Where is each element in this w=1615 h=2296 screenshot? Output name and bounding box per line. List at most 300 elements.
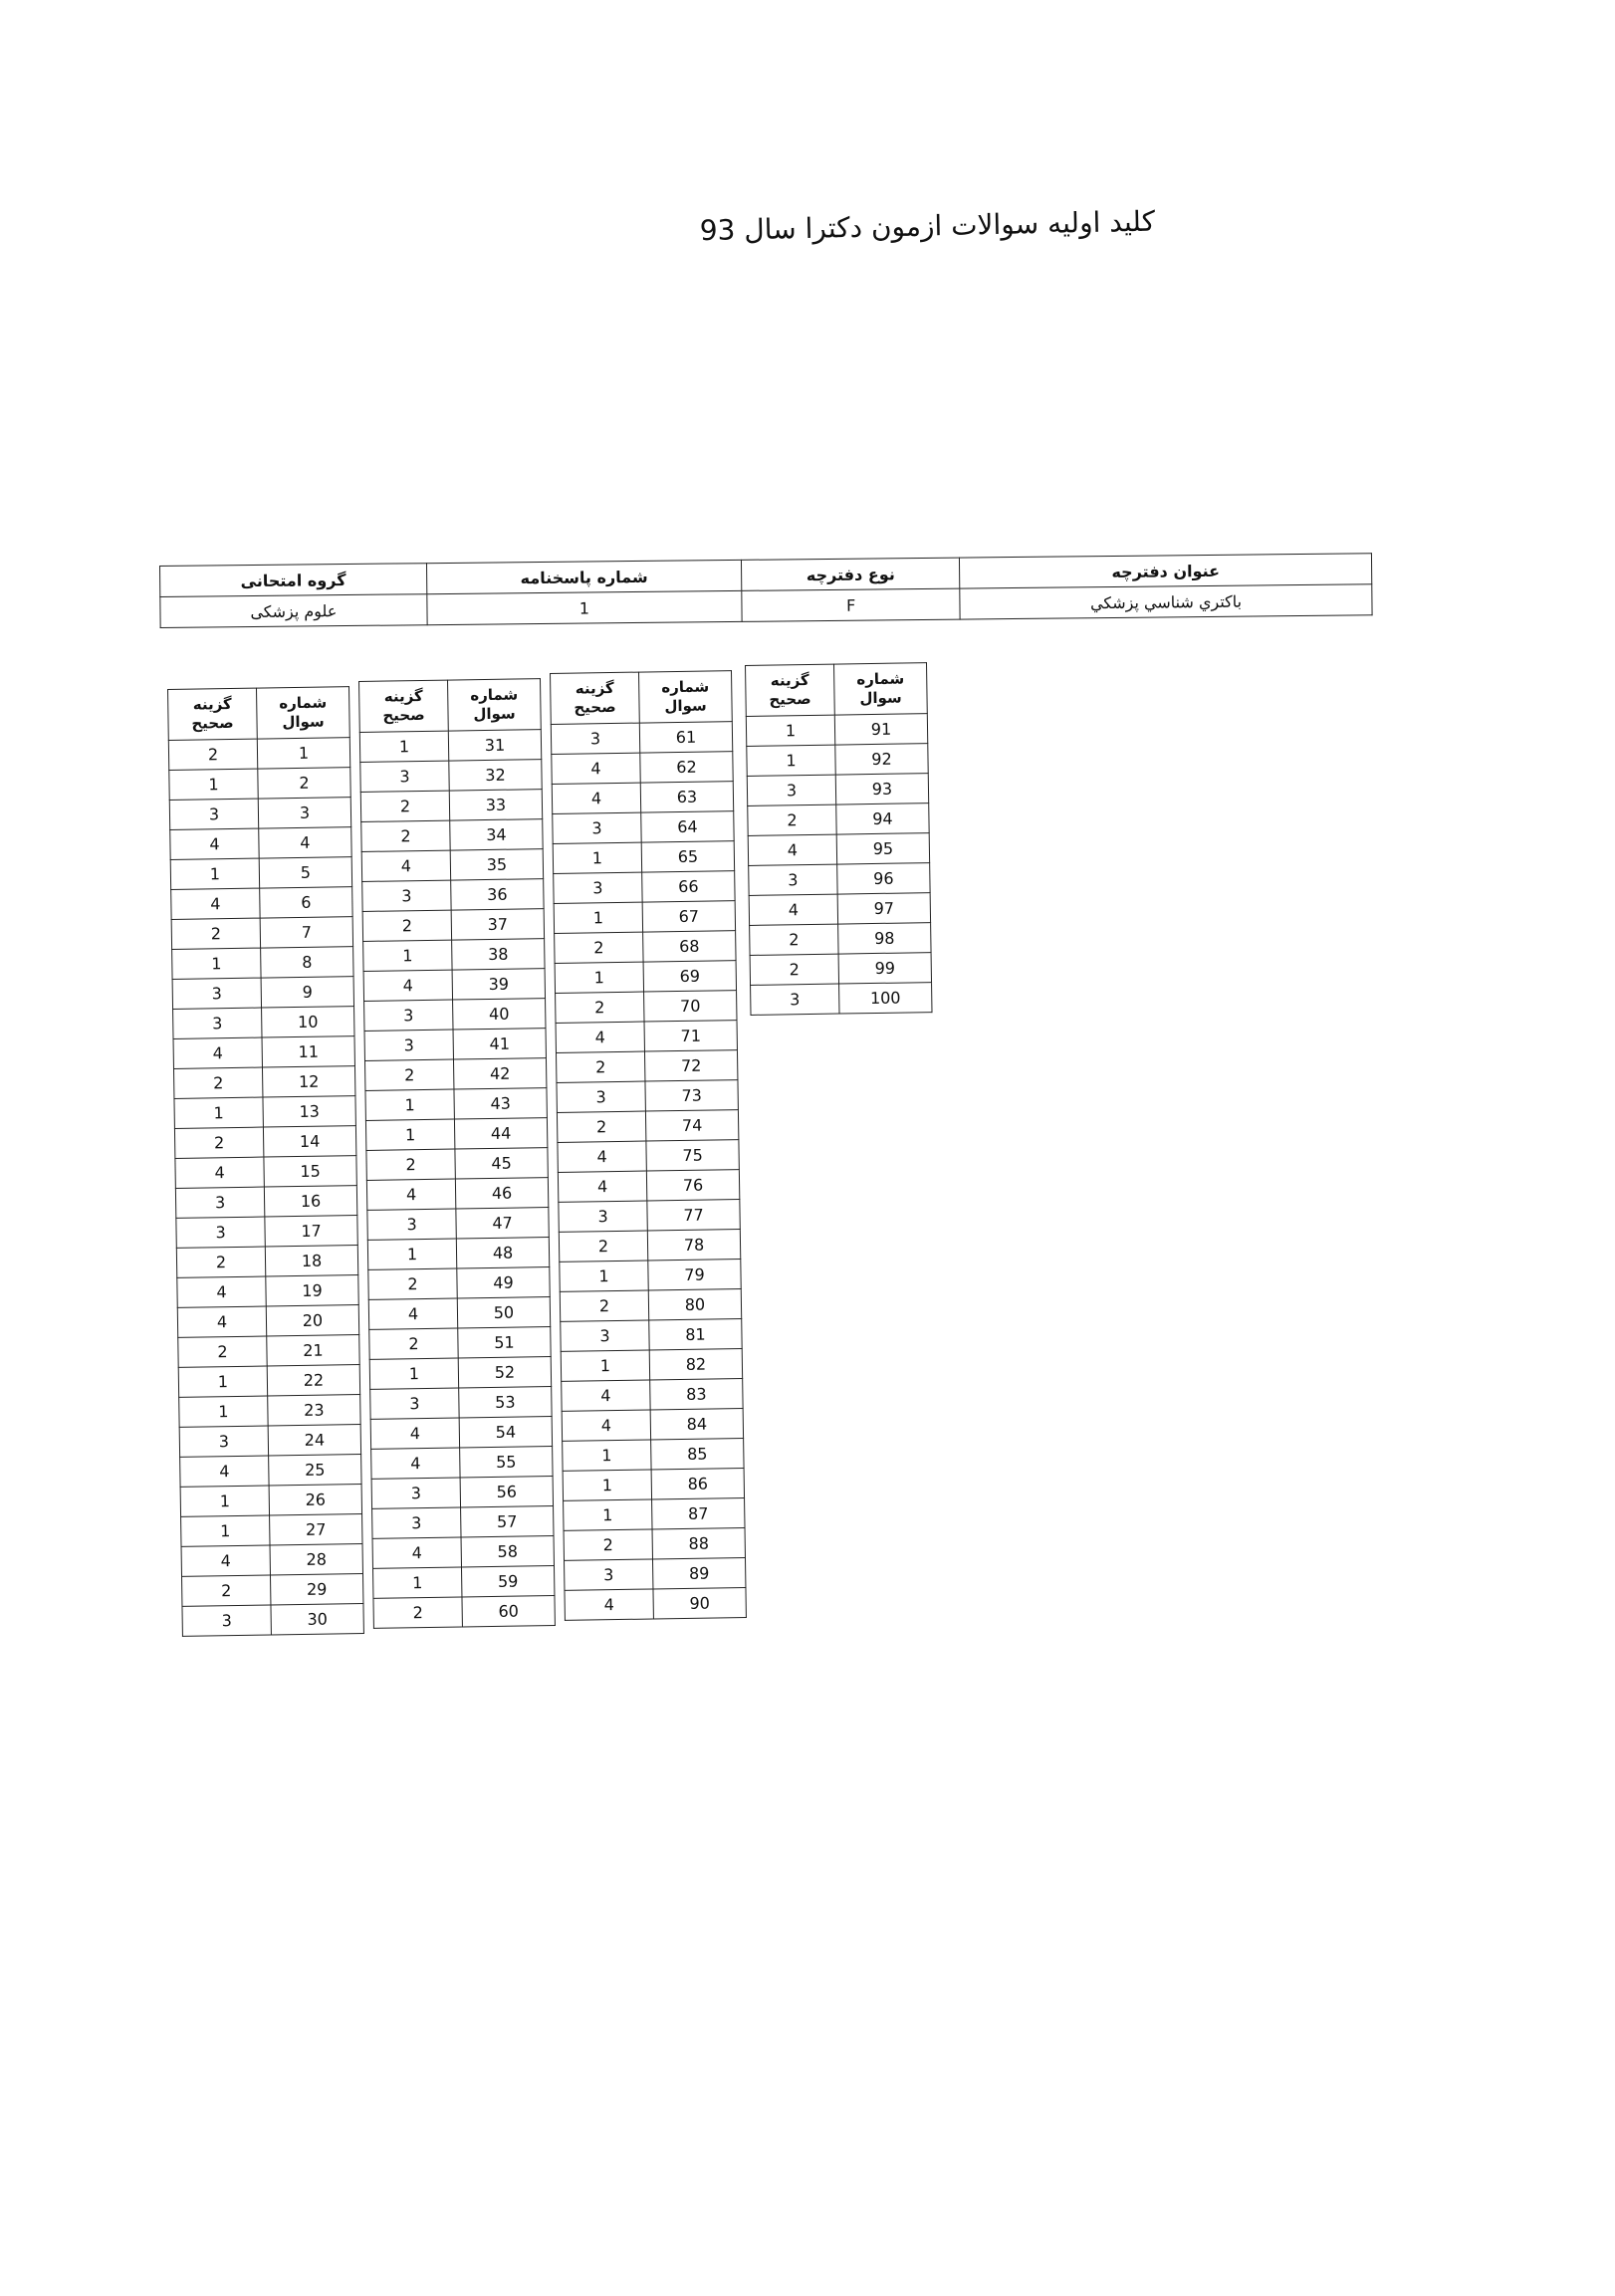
question-number-cell: 86	[651, 1469, 744, 1499]
table-row	[174, 1126, 355, 1159]
question-number-cell: 75	[646, 1140, 739, 1171]
question-number-cell: 78	[647, 1230, 740, 1261]
question-number-header-line-2: سوال	[859, 688, 902, 708]
correct-answer-cell: 2	[369, 1328, 458, 1359]
question-number-cell: 4	[259, 827, 351, 858]
question-number-cell: 34	[450, 819, 543, 850]
question-number-cell: 61	[639, 722, 732, 753]
question-number-cell: 73	[645, 1080, 738, 1111]
table-row	[365, 1088, 547, 1121]
table-row	[746, 714, 927, 747]
answer-table-header-row	[551, 671, 733, 725]
question-number-cell: 54	[459, 1417, 552, 1448]
correct-answer-cell: 3	[173, 1008, 262, 1038]
correct-answer-cell: 4	[749, 894, 837, 925]
correct-answer-cell: 3	[370, 1388, 459, 1419]
question-number-cell: 33	[449, 790, 542, 820]
table-row	[178, 1335, 359, 1368]
correct-answer-cell: 3	[751, 984, 839, 1015]
answer-table-1	[167, 686, 364, 1637]
table-row	[182, 1604, 363, 1637]
correct-answer-cell: 2	[174, 1127, 263, 1158]
table-row	[748, 833, 929, 866]
question-number-cell: 87	[652, 1498, 745, 1529]
question-number-cell: 21	[267, 1335, 359, 1366]
correct-answer-cell: 3	[371, 1478, 460, 1508]
table-row	[361, 849, 543, 882]
correct-answer-header-line-1: گزينه	[770, 670, 809, 690]
table-row	[170, 857, 351, 890]
correct-answer-cell: 4	[562, 1410, 650, 1441]
correct-answer-cell: 2	[176, 1247, 265, 1277]
correct-answer-cell: 1	[170, 858, 259, 889]
correct-answer-cell: 3	[372, 1507, 461, 1538]
correct-answer-cell: 3	[747, 775, 835, 805]
question-number-cell: 47	[456, 1208, 549, 1239]
table-row	[368, 1267, 550, 1300]
question-number-cell: 77	[647, 1200, 740, 1231]
answer-table-header-row	[746, 663, 928, 717]
correct-answer-cell: 4	[562, 1380, 650, 1411]
correct-answer-cell: 1	[169, 769, 258, 800]
table-row	[557, 1110, 738, 1143]
question-number-cell: 68	[643, 931, 736, 962]
correct-answer-header-line-1: گزينه	[192, 694, 232, 714]
correct-answer-cell: 2	[168, 739, 257, 770]
question-number-cell: 74	[645, 1110, 738, 1141]
question-number-cell: 37	[451, 909, 544, 940]
table-row	[557, 1080, 738, 1113]
question-number-cell: 45	[455, 1148, 548, 1179]
table-row	[176, 1216, 357, 1249]
question-number-cell: 57	[461, 1506, 554, 1537]
correct-answer-cell: 3	[565, 1559, 653, 1590]
correct-answer-header-line-2: صحيح	[769, 689, 811, 709]
question-number-cell: 40	[453, 999, 546, 1030]
correct-answer-cell: 1	[172, 948, 261, 979]
table-row	[360, 790, 542, 822]
table-row	[168, 738, 349, 771]
table-row	[558, 1140, 739, 1173]
correct-answer-cell: 2	[362, 910, 451, 941]
table-row	[175, 1186, 356, 1219]
table-row	[558, 1170, 739, 1203]
question-number-cell: 42	[453, 1058, 546, 1089]
table-row	[556, 1050, 737, 1083]
correct-answer-cell: 1	[365, 1089, 454, 1120]
question-number-header-line-2: سوال	[664, 696, 707, 716]
table-row	[750, 923, 931, 956]
question-number-cell: 3	[258, 798, 350, 828]
answer-sheet-number-header: شماره پاسخنامه	[426, 560, 742, 593]
table-row	[553, 841, 734, 874]
correct-answer-cell: 3	[179, 1426, 268, 1457]
question-number-cell: 32	[449, 760, 542, 791]
correct-answer-cell: 3	[553, 812, 641, 843]
correct-answer-cell: 3	[561, 1320, 649, 1351]
question-number-cell: 98	[838, 923, 931, 954]
table-row	[173, 1007, 354, 1039]
question-number-header-line-2: سوال	[282, 712, 325, 732]
table-row	[175, 1156, 356, 1189]
question-number-cell: 52	[458, 1357, 551, 1388]
question-number-cell: 28	[270, 1544, 362, 1575]
correct-answer-cell: 2	[182, 1575, 271, 1606]
correct-answer-cell: 4	[181, 1545, 270, 1576]
booklet-type-header: نوع دفترچه	[742, 558, 960, 590]
exam-group-header: گروه امتحانی	[160, 564, 427, 597]
table-row	[359, 730, 541, 763]
question-number-cell: 1	[257, 738, 349, 769]
question-number-cell: 49	[457, 1267, 550, 1298]
question-number-cell: 39	[452, 969, 545, 1000]
correct-answer-cell: 2	[555, 932, 643, 963]
table-row	[364, 1029, 546, 1061]
table-row	[372, 1506, 554, 1539]
booklet-type-value: F	[742, 588, 960, 621]
correct-answer-cell: 2	[373, 1597, 462, 1628]
correct-answer-cell: 1	[369, 1358, 458, 1389]
question-number-cell: 19	[266, 1275, 358, 1306]
correct-answer-cell: 3	[175, 1187, 264, 1218]
correct-answer-cell: 2	[364, 1059, 453, 1090]
correct-answer-header-line-2: صحيح	[574, 697, 616, 717]
table-row	[360, 760, 542, 793]
table-row	[171, 917, 352, 950]
correct-answer-cell: 1	[179, 1396, 268, 1427]
table-row	[178, 1365, 359, 1398]
table-row	[555, 931, 736, 964]
table-row	[180, 1455, 361, 1488]
correct-answer-cell: 4	[363, 970, 452, 1001]
question-number-cell: 22	[267, 1365, 359, 1396]
table-row	[565, 1588, 746, 1621]
question-number-header	[638, 671, 732, 723]
table-row	[556, 991, 737, 1024]
correct-answer-cell: 2	[559, 1231, 647, 1262]
table-row	[562, 1379, 743, 1412]
table-row	[169, 798, 350, 830]
question-number-cell: 91	[834, 714, 927, 745]
table-row	[750, 953, 931, 986]
question-number-cell: 27	[270, 1514, 362, 1545]
correct-answer-cell: 3	[172, 978, 261, 1009]
question-number-cell: 41	[453, 1029, 546, 1059]
correct-answer-cell: 3	[367, 1209, 456, 1240]
table-row	[173, 1036, 354, 1069]
correct-answer-cell: 1	[555, 962, 643, 993]
question-number-cell: 56	[460, 1477, 553, 1507]
table-row	[363, 969, 545, 1002]
table-row	[551, 722, 732, 755]
table-row	[373, 1596, 555, 1629]
question-number-cell: 15	[264, 1156, 356, 1187]
table-row	[361, 819, 543, 852]
table-row	[564, 1528, 745, 1561]
table-row	[749, 863, 930, 896]
table-row	[563, 1469, 744, 1501]
correct-answer-cell: 4	[370, 1418, 459, 1449]
correct-answer-cell: 2	[556, 1051, 644, 1082]
booklet-title-value: باكتري شناسي پزشكي	[960, 584, 1372, 619]
correct-answer-cell: 2	[750, 954, 838, 985]
correct-answer-cell: 4	[180, 1456, 269, 1487]
correct-answer-header-line-2: صحيح	[191, 713, 234, 733]
table-row	[172, 947, 353, 980]
question-number-cell: 94	[836, 804, 929, 834]
question-number-header-line-1: شماره	[661, 677, 710, 697]
table-row	[552, 782, 733, 814]
question-number-cell: 20	[266, 1305, 358, 1336]
question-number-cell: 7	[260, 917, 352, 948]
table-row	[176, 1246, 357, 1278]
table-row	[559, 1200, 740, 1233]
correct-answer-header	[359, 680, 449, 732]
question-number-cell: 13	[263, 1096, 355, 1127]
correct-answer-cell: 1	[367, 1239, 456, 1269]
question-number-cell: 6	[260, 887, 352, 918]
correct-answer-cell: 4	[177, 1276, 266, 1307]
correct-answer-header-line-1: گزينه	[575, 678, 614, 698]
table-row	[560, 1260, 741, 1292]
question-number-header-line-1: شماره	[856, 669, 905, 689]
correct-answer-cell: 1	[365, 1119, 454, 1150]
question-number-cell: 92	[835, 744, 928, 775]
question-number-cell: 36	[451, 879, 544, 910]
correct-answer-cell: 3	[554, 872, 642, 903]
table-row	[370, 1417, 552, 1450]
table-row	[370, 1387, 552, 1420]
question-number-cell: 24	[268, 1425, 360, 1456]
question-number-cell: 10	[262, 1007, 354, 1037]
correct-answer-cell: 2	[368, 1268, 457, 1299]
correct-answer-cell: 3	[360, 761, 449, 792]
table-row	[179, 1425, 360, 1458]
answer-table-3	[550, 670, 747, 1621]
table-row	[368, 1297, 550, 1330]
question-number-cell: 100	[839, 983, 932, 1014]
question-number-header	[256, 687, 349, 739]
table-row	[369, 1357, 551, 1390]
correct-answer-header-line-2: صحيح	[382, 705, 425, 725]
correct-answer-cell: 1	[180, 1486, 269, 1516]
question-number-cell: 72	[644, 1050, 737, 1081]
correct-answer-cell: 4	[565, 1589, 653, 1620]
question-number-cell: 66	[642, 871, 735, 902]
table-row	[174, 1096, 355, 1129]
question-number-cell: 5	[259, 857, 351, 888]
table-row	[369, 1327, 551, 1360]
correct-answer-cell: 1	[746, 715, 834, 746]
question-number-cell: 26	[269, 1485, 361, 1515]
question-number-cell: 18	[265, 1246, 357, 1276]
question-number-cell: 76	[646, 1170, 739, 1201]
correct-answer-cell: 1	[178, 1366, 267, 1397]
exam-group-value: علوم پزشکی	[160, 594, 427, 628]
question-number-cell: 23	[268, 1395, 360, 1426]
answer-table-2	[358, 678, 556, 1629]
correct-answer-cell: 4	[371, 1448, 460, 1479]
answer-sheet-number-value: 1	[427, 590, 743, 624]
correct-answer-header-line-1: گزينه	[383, 686, 423, 706]
table-row	[554, 871, 735, 904]
question-number-cell: 97	[837, 893, 930, 924]
question-number-cell: 31	[448, 730, 541, 761]
correct-answer-cell: 2	[360, 791, 449, 821]
correct-answer-cell: 4	[552, 753, 640, 784]
table-row	[173, 1066, 354, 1099]
correct-answer-cell: 2	[361, 820, 450, 851]
correct-answer-cell: 4	[556, 1022, 644, 1052]
table-row	[179, 1395, 360, 1428]
table-row	[172, 977, 353, 1010]
question-number-cell: 62	[640, 752, 733, 783]
correct-answer-header	[168, 688, 258, 740]
table-row	[171, 887, 352, 920]
table-row	[367, 1238, 549, 1270]
table-row	[559, 1230, 740, 1263]
question-number-header-line-2: سوال	[473, 704, 516, 724]
correct-answer-header	[746, 664, 835, 716]
question-number-cell: 9	[261, 977, 353, 1008]
table-row	[177, 1305, 358, 1338]
table-row	[561, 1349, 742, 1382]
question-number-cell: 25	[269, 1455, 361, 1486]
correct-answer-cell: 1	[359, 731, 448, 762]
answer-table-4	[745, 662, 933, 1016]
question-number-cell: 51	[458, 1327, 551, 1358]
correct-answer-cell: 2	[750, 924, 838, 955]
table-row	[362, 909, 544, 942]
table-row	[180, 1485, 361, 1517]
table-row	[748, 804, 929, 836]
correct-answer-cell: 4	[368, 1298, 457, 1329]
question-number-cell: 89	[652, 1558, 745, 1589]
correct-answer-cell: 2	[748, 804, 836, 835]
answer-table-header-row	[359, 679, 542, 733]
question-number-header-line-1: شماره	[279, 693, 328, 713]
table-row	[181, 1514, 362, 1547]
question-number-cell: 14	[263, 1126, 355, 1157]
table-row	[367, 1208, 549, 1241]
table-row	[562, 1409, 743, 1442]
question-number-cell: 55	[460, 1447, 553, 1478]
question-number-cell: 12	[262, 1066, 354, 1097]
question-number-cell: 69	[643, 961, 736, 992]
question-number-cell: 88	[652, 1528, 745, 1559]
question-number-cell: 44	[454, 1118, 547, 1149]
question-number-cell: 90	[653, 1588, 746, 1619]
correct-answer-cell: 4	[552, 783, 640, 813]
table-row	[181, 1544, 362, 1577]
question-number-cell: 2	[258, 768, 350, 799]
correct-answer-cell: 4	[175, 1157, 264, 1188]
correct-answer-cell: 4	[177, 1306, 266, 1337]
correct-answer-cell: 1	[561, 1350, 649, 1381]
correct-answer-cell: 3	[559, 1201, 647, 1232]
table-row	[565, 1558, 746, 1591]
table-row	[751, 983, 932, 1016]
correct-answer-header	[551, 672, 640, 724]
question-number-cell: 84	[650, 1409, 743, 1440]
correct-answer-cell: 1	[174, 1097, 263, 1128]
question-number-cell: 8	[261, 947, 353, 978]
page-title: کلید اولیه سوالات ازمون دکترا سال 93	[699, 204, 1156, 248]
correct-answer-cell: 2	[178, 1336, 267, 1367]
table-row	[747, 774, 928, 806]
table-row	[182, 1574, 363, 1607]
booklet-info-table	[159, 553, 1373, 628]
correct-answer-cell: 4	[366, 1179, 455, 1210]
table-row	[170, 827, 351, 860]
question-number-cell: 58	[461, 1536, 554, 1567]
question-number-header	[447, 679, 541, 731]
question-number-cell: 85	[651, 1439, 744, 1470]
question-number-cell: 79	[648, 1260, 741, 1290]
question-number-cell: 50	[457, 1297, 550, 1328]
question-number-cell: 67	[642, 901, 735, 932]
question-number-cell: 30	[271, 1604, 363, 1635]
correct-answer-cell: 2	[557, 1111, 645, 1142]
question-number-cell: 43	[454, 1088, 547, 1119]
question-number-cell: 35	[450, 849, 543, 880]
correct-answer-cell: 2	[173, 1067, 262, 1098]
question-number-cell: 53	[459, 1387, 552, 1418]
question-number-cell: 29	[270, 1574, 362, 1605]
table-row	[555, 961, 736, 994]
question-number-cell: 70	[644, 991, 737, 1022]
correct-answer-cell: 3	[182, 1605, 271, 1636]
correct-answer-cell: 4	[372, 1537, 461, 1568]
table-row	[365, 1118, 547, 1151]
question-number-cell: 64	[641, 811, 734, 842]
correct-answer-cell: 4	[748, 834, 836, 865]
correct-answer-cell: 3	[169, 799, 258, 829]
table-row	[373, 1566, 555, 1599]
correct-answer-cell: 1	[373, 1567, 462, 1598]
correct-answer-cell: 1	[747, 745, 835, 776]
table-row	[560, 1289, 741, 1322]
correct-answer-cell: 2	[564, 1529, 652, 1560]
correct-answer-cell: 4	[361, 850, 450, 881]
question-number-cell: 93	[835, 774, 928, 804]
correct-answer-cell: 1	[564, 1499, 652, 1530]
correct-answer-cell: 4	[558, 1171, 646, 1202]
table-row	[364, 1058, 546, 1091]
booklet-title-header: عنوان دفترچه	[960, 554, 1372, 588]
correct-answer-cell: 1	[563, 1440, 651, 1471]
table-row	[362, 879, 544, 912]
correct-answer-cell: 4	[173, 1037, 262, 1068]
table-row	[747, 744, 928, 777]
question-number-cell: 99	[838, 953, 931, 984]
table-row	[552, 752, 733, 785]
table-row	[363, 939, 545, 972]
table-row	[561, 1319, 742, 1352]
table-row	[169, 768, 350, 801]
question-number-cell: 96	[837, 863, 930, 894]
table-row	[372, 1536, 554, 1569]
table-row	[556, 1021, 737, 1053]
question-number-cell: 59	[461, 1566, 554, 1597]
correct-answer-cell: 2	[556, 992, 644, 1023]
correct-answer-cell: 4	[170, 828, 259, 859]
table-row	[366, 1178, 548, 1211]
question-number-cell: 48	[456, 1238, 549, 1268]
answer-table-header-row	[168, 687, 350, 741]
correct-answer-cell: 2	[171, 918, 260, 949]
table-row	[564, 1498, 745, 1531]
